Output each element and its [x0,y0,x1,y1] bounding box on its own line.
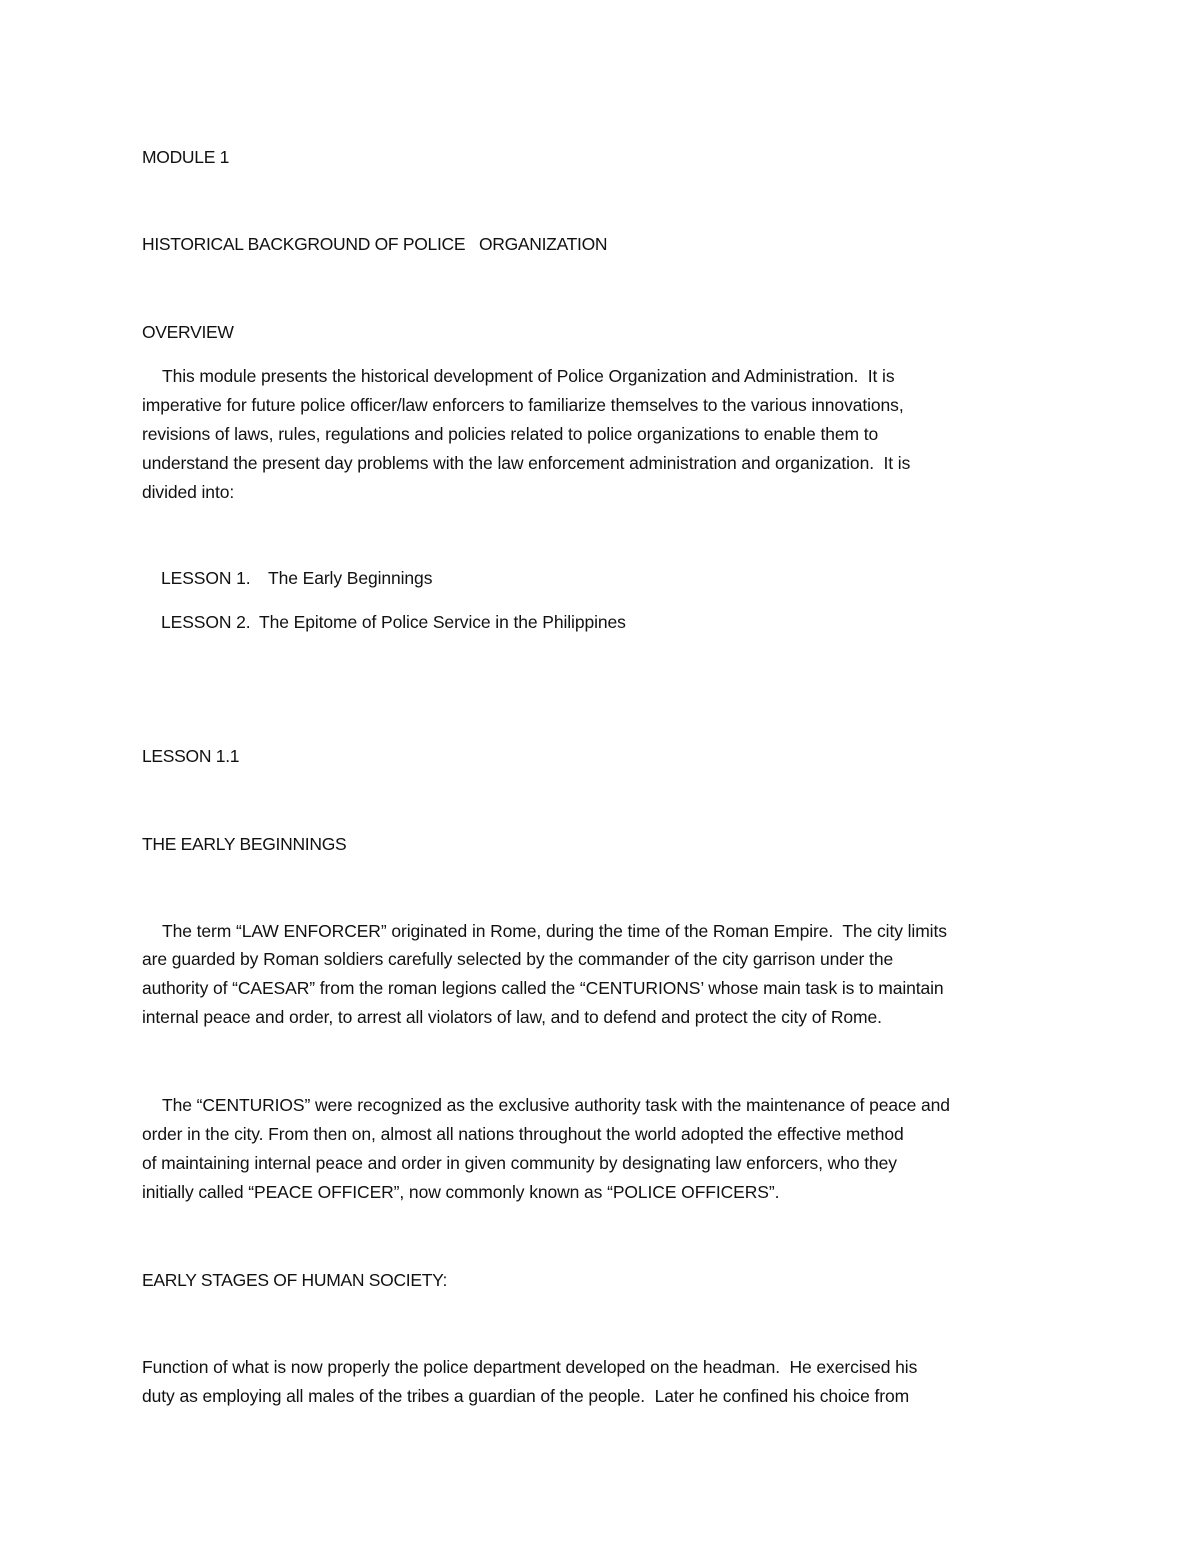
centurios-line: initially called “PEACE OFFICER”, now commonly known as “POLICE OFFICERS”. [142,1182,780,1202]
early-stages-heading: EARLY STAGES OF HUMAN SOCIETY: [142,1270,448,1290]
overview-heading: OVERVIEW [142,322,234,342]
lesson-list-item [161,567,432,589]
overview-line: understand the present day problems with the law enforcement administration and organization. It is [142,453,911,473]
lesson-number: LESSON 1. [161,568,251,588]
centurios-line: order in the city. From then on, almost all nations throughout the world adopted the effective method [142,1124,904,1144]
centurios-line: The “CENTURIOS” were recognized as the exclusive authority task with the maintenance of peace and [162,1095,950,1115]
function-line: Function of what is now properly the police department developed on the headman. He exercised his [142,1357,918,1377]
law-enforcer-line: The term “LAW ENFORCER” originated in Rome, during the time of the Roman Empire. The city limits [162,921,947,941]
lesson-title: The Early Beginnings [268,568,433,588]
overview-line: revisions of laws, rules, regulations and policies related to police organizations to enable them to [142,424,879,444]
overview-line: imperative for future police officer/law enforcers to familiarize themselves to the various innovations, [142,395,904,415]
module-label: MODULE 1 [142,147,230,167]
lesson-title: The Epitome of Police Service in the Philippines [259,612,626,632]
lesson-title-heading: THE EARLY BEGINNINGS [142,834,347,854]
law-enforcer-line: authority of “CAESAR” from the roman legions called the “CENTURIONS’ whose main task is to maintain [142,978,944,998]
lesson-list-item [161,611,626,633]
law-enforcer-line: internal peace and order, to arrest all violators of law, and to defend and protect the city of Rome. [142,1007,882,1027]
law-enforcer-line: are guarded by Roman soldiers carefully selected by the commander of the city garrison under the [142,949,894,969]
lesson-number: LESSON 2. [161,612,251,632]
module-title: HISTORICAL BACKGROUND OF POLICE ORGANIZATION [142,234,608,254]
function-line: duty as employing all males of the tribes a guardian of the people. Later he confined his choice from [142,1386,910,1406]
overview-line: This module presents the historical development of Police Organization and Administration. It is [162,366,895,386]
lesson-label: LESSON 1.1 [142,746,240,766]
centurios-line: of maintaining internal peace and order in given community by designating law enforcers, who they [142,1153,897,1173]
overview-line: divided into: [142,482,235,502]
